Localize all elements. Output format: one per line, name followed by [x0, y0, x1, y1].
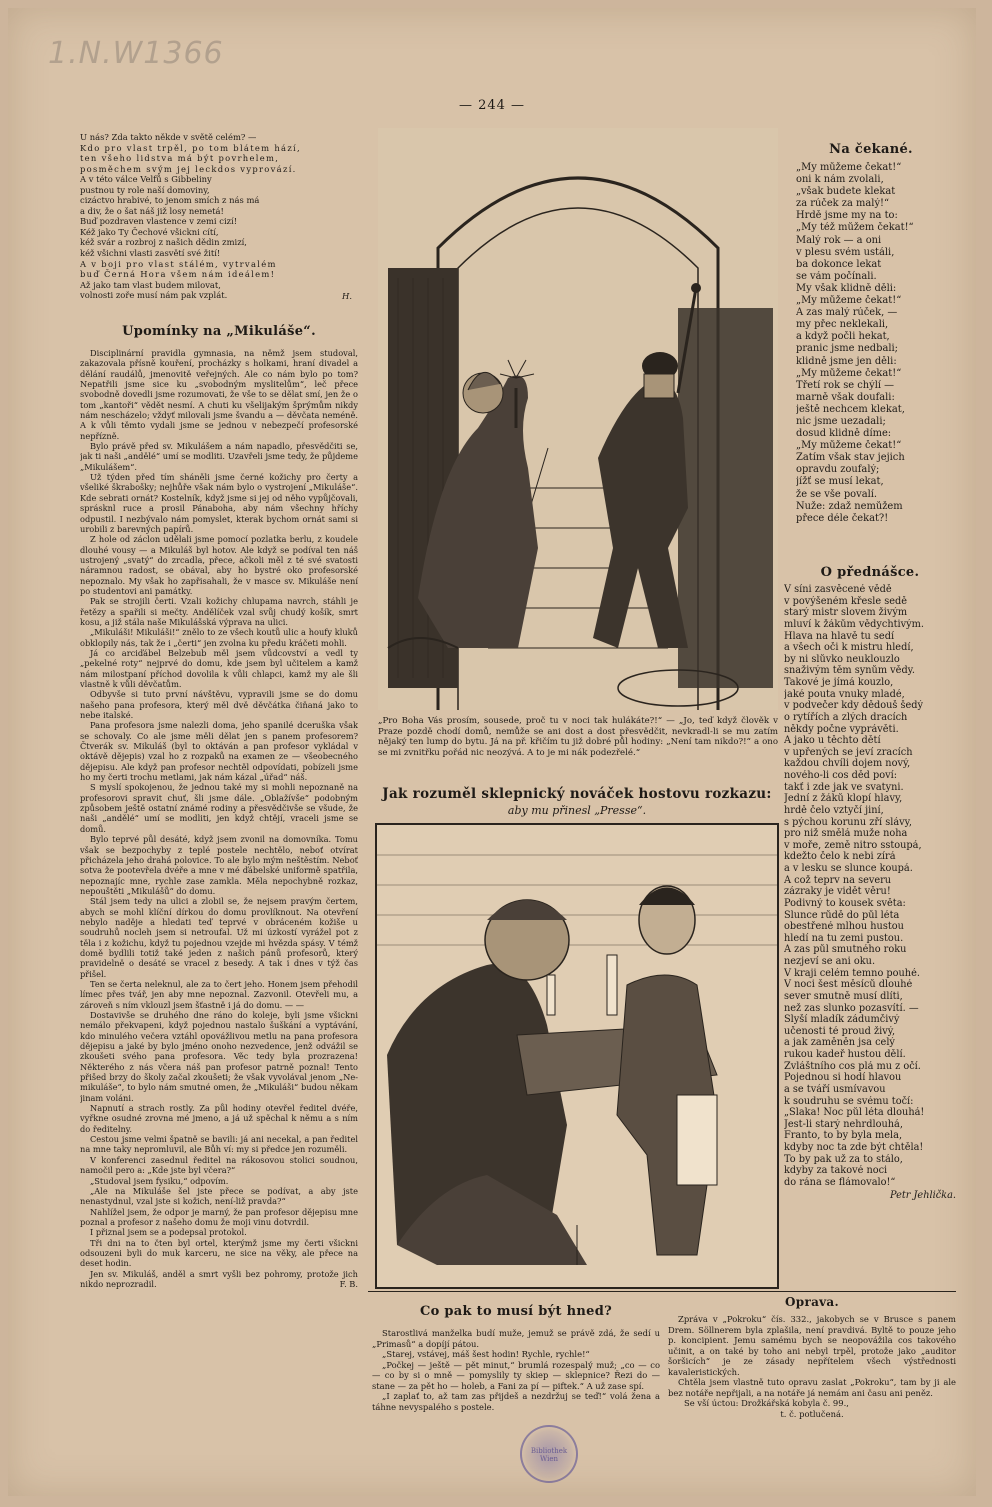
- poem-line: a div, že o šat náš již losy nemetá!: [80, 205, 224, 216]
- poem-line: a jak zaměněn jsa celý: [784, 1037, 895, 1049]
- paragraph: Bylo teprvé půl desáté, když jsem zvonil na domovníka. Tomu však se bezpochyby z teplé postele nechtělo, neboť otvírat přicházela jeho drahá polovice. To ale bylo mým neštěstím. Neboť sotva že pootevřela dvéře a mne v mé ďábelské uniformě spatřila, nepoznajíc mne, rychle zase zamkla. Měla nepochybně rozkaz, nepouštěti „Mikulášů“ do domu.: [80, 834, 358, 896]
- poem-line: nového-li cos děd poví:: [784, 770, 898, 781]
- paragraph: „I zaplať to, až tam zas přijdeš a nezdržuj se teď!“ volá žena a táhne nevyspalého s postele.: [372, 1391, 660, 1412]
- illustration-2-title: Jak rozuměl sklepnický nováček hostovu rozkazu:: [382, 786, 772, 802]
- library-stamp: [520, 1425, 578, 1483]
- poem-line: nezjeví se ani oku.: [784, 956, 876, 967]
- poem-top: [80, 132, 358, 301]
- poem-line: „však budete klekat: [796, 186, 896, 198]
- illustration-2-subtitle: aby mu přinesl „Presse“.: [507, 804, 647, 817]
- poem-line: My však klidně děli:: [796, 282, 897, 294]
- paragraph: Dostavivše se druhého dne ráno do koleje, byli jsme všickni nemálo překvapeni, když pojednou nastalo šuškání a vyptávání, kdo minulého večera vztáhl opovážlivou metlu na pana profesora dějepisu a jaké by bylo jméno onoho nezvedence, jenž odvážil se zkoušeti svého pana profesora. Věc tedy byla prozrazena! Některého z nás včera náš pan profesor patrně poznal! Tento přišed brzy do školy začal zkoušeti; že však vyvolával jenom „Ne-mikuláše“, to bylo nám smutné omen, že „Mikuláši“ budou někam jinam voláni.: [80, 1010, 358, 1103]
- page-number: — 244 —: [458, 98, 526, 113]
- paragraph: Já co arciďábel Belzebub měl jsem vůdcovství a vedl ty „pekelné roty“ nejprvé do domu, kde jsem byl učitelem a kamž nám milostpaní příchod dovolila k vůli chlapci, kamž my ale šli vlastně k vůli děvčatům.: [80, 647, 358, 689]
- poem-line: a se tváří usmívavou: [784, 1083, 886, 1095]
- poem-line: v plesu svém ustáli,: [796, 246, 895, 258]
- poem-line: cizáctvo hrabivé, to jenom smích z nás má: [80, 195, 260, 206]
- paragraph: Odbyvše si tuto první návštěvu, vypravili jsme se do domu našeho pana profesora, který měl dvě děvčátka čiňaná jako to nebe italské.: [80, 689, 358, 721]
- poem-line: pranic jsme nedbali;: [796, 343, 898, 355]
- poem-line: jížť se musí lekat,: [796, 476, 884, 488]
- paragraph: „Studoval jsem fysiku,“ odpovím.: [90, 1175, 229, 1186]
- paragraph: Disciplinární pravidla gymnasia, na němž jsem studoval, zakazovala přísně kouření, procházky s holkami, hraní divadel a dělání raudálů, jmenovitě veřejných. Ale co nám bylo po tom? Nepatřili jsme sice ku „svobodným myslitelům“, leč přece svobodně dovedli jsme rozumovati, že vše to se dělat smí, jen že o tom „kantoři“ vědět nesmí. A chuti ku všelijakým šprýmům nikdy nám nescházelo; vždyť milovali jsme švandu a — děvčata neméně. A k vůli těmto vydali jsme se jednou v nebezpečí profesorské nepřízně.: [80, 348, 358, 441]
- poem-line: buď Černá Hora všem nám ideálem!: [80, 269, 276, 280]
- poem-cekane: [786, 142, 956, 525]
- poem-prednasce-lines: [784, 584, 956, 1189]
- poem-line: v moře, země nitro sstoupá,: [784, 839, 922, 851]
- poem-line: V síni zasvěcené vědě: [784, 584, 892, 595]
- paragraph: Tři dni na to čten byl ortel, kterýmž jsme my čerti všickni odsouzeni byli do muk karceru, ne sice na věky, ale přece na deset hodin.: [80, 1237, 358, 1269]
- poem-line: A zas půl smutného roku: [784, 944, 907, 956]
- poem-line: do rána se flámovalo!“: [784, 1176, 896, 1188]
- poem-line: kdežto čelo k nebi zírá: [784, 851, 896, 863]
- poem-line: v upřených se jeví zracích: [784, 746, 913, 758]
- poem-line: Až jako tam vlast budem milovat,: [80, 279, 221, 290]
- poem-line: dosud klidně díme:: [796, 428, 892, 440]
- poem-line: kdyby za takové noci: [784, 1165, 888, 1177]
- article-oprava: [668, 1294, 956, 1419]
- poem-line: ještě nechcem klekat,: [796, 403, 905, 415]
- poem-line: a všech oči k mistru hledí,: [784, 642, 914, 654]
- poem-line: „My můžeme čekat!“: [796, 367, 902, 379]
- poem-line: že se vše povalí.: [796, 488, 878, 500]
- paragraph: „Mikuláši! Mikuláši!“ znělo to ze všech koutů ulic a houfy kluků obklopily nás, tak že i „čerti“ jen zvolna ku předu kráčeti mohli.: [80, 627, 358, 648]
- paragraph: Napnutí a strach rostly. Za půl hodiny otevřel ředitel dvéře, vyřkne osudné zrovna mé jmeno, a já už spěchal k němu a s ním do ředitelny.: [80, 1103, 358, 1134]
- paragraph: Bylo právě před sv. Mikulášem a nám napadlo, přesvědčiti se, jak ti naši „andělé“ umí se modliti. Uzavřeli jsme tedy, že půjdeme „Mikulášem“.: [80, 441, 358, 472]
- poem-line: v povýšeném křesle sedě: [784, 595, 908, 607]
- poem-prednasce: [784, 565, 956, 1201]
- paragraph: Stál jsem tedy na ulici a zlobil se, že nejsem pravým čertem, abych se mohl klíční dírkou do domu provlíknout. Na otevření nebylo naděje a hledati teď teprvé v obráceném kožiše u soudruhů nocleh jsem si netroufal. Už mi úzkostí vyrážel pot z těla i z kožichu, když tu pojednou vzejde mi hvězda spásy. V témž domě bydlili totiž také jeden z našich pánů profesorů, který pravidelně o desáté se vracel z besedy. A tak i dnes v týž čas přišel.: [80, 896, 358, 979]
- article-co-pak: [372, 1304, 660, 1412]
- poem-line: U nás? Zda takto někde v světě celém? —: [80, 132, 257, 142]
- poem-line: Jední z žáků klopí hlavy,: [784, 793, 903, 805]
- poem-line: se vám počínali.: [796, 270, 877, 282]
- poem-line: Zatím však stav jejich: [796, 452, 905, 464]
- poem-line: „My můžeme čekat!“: [796, 162, 902, 173]
- paragraph: „Starej, vstávej, máš šest hodin! Rychle, rychle!“: [382, 1349, 590, 1359]
- poem-line: ba dokonce lekat: [796, 258, 882, 270]
- poem-line: kdyby noc ta zde být chtěla!: [784, 1142, 924, 1153]
- poem-line: „My též můžem čekat!“: [796, 222, 914, 234]
- poem-line: V noci šest měsíců dlouhé: [784, 979, 913, 991]
- article-oprava-closing-2: t. č. potlučená.: [780, 1408, 844, 1419]
- paragraph: Nahlížel jsem, že odpor je marný, že pan profesor dějepisu mne poznal a profesor z našeho domu že moji vinu dotvrdil.: [80, 1206, 358, 1227]
- poem-line: učenosti té proud živý,: [784, 1025, 896, 1037]
- poem-line: klidně jsme jen děli:: [796, 355, 897, 367]
- article-co-pak-title: Co pak to musí být hned?: [419, 1304, 613, 1319]
- poem-line: pustnou ty role naší domoviny,: [80, 184, 210, 195]
- poem-line: sever smutně musí dlíti,: [784, 990, 903, 1002]
- poem-prednasce-signature: Petr Jehlička.: [889, 1189, 956, 1201]
- poem-top-lines: [80, 132, 358, 301]
- poem-line: A jako u těchto dětí: [784, 735, 881, 747]
- poem-line: o rytířích a zlých dracích: [784, 711, 908, 723]
- poem-line: „Šlaka! Noc půl léta dlouhá!: [784, 1107, 925, 1119]
- paragraph: I přiznal jsem se a podepsal protokol.: [90, 1227, 247, 1238]
- article-mikulas: [80, 324, 358, 1444]
- poem-line: s pýchou korunu zří slávy,: [784, 816, 912, 828]
- poem-line: snaživým těm synům vědy.: [784, 665, 915, 677]
- paragraph: Zpráva v „Pokroku“ čís. 332., jakobych se v Brusce s panem Drem. Söllnerem byla zplašila, není pravdivá. Byltě to pouze jeho p. koncipient. Jemu samému bych se neopovážila cos takového učinit, a on také by toho ani nebyl trpěl, protože jako „auditor šoršicích“ je ze zásady nepřítelem všech výstřednosti kavaleristických.: [668, 1314, 956, 1377]
- article-mikulas-title: Upomínky na „Mikuláše“.: [122, 324, 316, 339]
- poem-line: nic jsme uezadali;: [796, 415, 886, 427]
- article-oprava-title: Oprava.: [785, 1295, 839, 1309]
- article-mikulas-body: [80, 348, 358, 1289]
- illustration-1-drawing: [378, 128, 778, 710]
- poem-line: a v lesku se slunce koupá.: [784, 863, 913, 874]
- poem-line: mluví k žákům vědychtivým.: [784, 618, 925, 630]
- poem-line: Hlava na hlavě tu sedí: [784, 630, 895, 642]
- poem-line: Slunce růdě do půl léta: [784, 909, 900, 921]
- poem-line: než zas slunko pozasvítí. —: [784, 1002, 919, 1014]
- poem-line: v podvečer kdy dědouš šedý: [784, 700, 924, 712]
- poem-line: „My můžeme čekat!“: [796, 440, 902, 452]
- poem-line: Takové je jímá kouzlo,: [784, 677, 894, 688]
- poem-line: Jest-li starý nehrdlouhá,: [784, 1118, 903, 1130]
- poem-line: by ni slůvko neuklouzlo: [784, 653, 900, 665]
- poem-line: my přec neklekali,: [796, 319, 889, 331]
- paragraph: V konferenci zasednul ředitel na rákosovou stolici soudnou, namočil pero a: „Kde jste byl včera?“: [80, 1154, 358, 1176]
- poem-cekane-title: Na čekané.: [829, 142, 913, 157]
- poem-line: hrdě čelo vztyčí jiní,: [784, 804, 884, 816]
- paragraph: Z hole od záclon udělali jsme pomocí pozlatka berlu, z koudele dlouhé vousy — a Mikuláš byl hotov. Ale když se podíval ten náš ustrojený „svatý“ do zrcadla, přece, ačkoli měl z té své svatosti náramnou radost, se obával, aby ho bystré oko profesorské nepoznalo. My však ho zapřisahali, že v masce sv. Mikuláše není po studentovi ani památky.: [80, 534, 358, 596]
- poem-cekane-lines: [786, 162, 956, 525]
- poem-line: Malý rok — a oni: [796, 234, 882, 246]
- poem-line: volnosti zoře musí nám pak vzplát.: [80, 290, 228, 301]
- paragraph: Už týden před tím sháněli jsme černé kožichy pro čerty a všeliké škrabošky; nejhůře však nám bylo o vystrojení „Mikuláše“. Kde sebrati ornát? Kostelník, když jsme si jej od něho vypůjčovali, sprásknl ruce a prosil Pánaboha, aby nám všechny hříchy odpustil. I nezbývalo nám pomyslet, kterak bychom ornát sami si urobili z barevných papírů.: [80, 472, 358, 534]
- poem-line: Kéž jako Ty Čechové všickni cítí,: [80, 226, 219, 237]
- poem-line: A což teprv na severu: [784, 874, 892, 886]
- poem-line: Podivný to kousek světa:: [784, 897, 906, 909]
- poem-line: někdy počne vyprávěti.: [784, 723, 899, 735]
- poem-line: starý mistr slovem živým: [784, 607, 908, 619]
- poem-line: takť i zde jak ve svatyni.: [784, 781, 904, 793]
- poem-line: k soudruhu se svému točí:: [784, 1095, 914, 1107]
- poem-line: posměchem svým jej leckdos vyprovází.: [80, 163, 297, 174]
- poem-line: ten všeho lidstva má být povrhelem,: [80, 153, 280, 164]
- poem-line: jaké pouta vnuky mladé,: [784, 688, 905, 700]
- poem-line: Franto, to by byla mela,: [784, 1130, 903, 1142]
- poem-line: Nuže: zdaž nemůžem: [796, 500, 903, 512]
- poem-line: V kraji celém temno pouhé.: [784, 967, 920, 979]
- article-co-pak-body: [372, 1328, 660, 1412]
- paragraph: Chtěla jsem vlastně tuto opravu zaslat „Pokroku“, tam by ji ale bez notáře nepřijali, a na notáře já nemám ani času ani peněz.: [668, 1377, 956, 1398]
- illustration-night-corridor: [378, 128, 778, 710]
- poem-line: zázraky je vidět věru!: [784, 886, 891, 898]
- poem-line: oni k nám zvolali,: [796, 174, 884, 186]
- paragraph: Pak se strojili čerti. Vzali kožichy chlupama navrch, stáhli je řetězy a spařili si mečty. Andělíček vzal svůj chudý košík, smrt kosu, a již stála naše Mikulášská výprava na ulici.: [80, 596, 358, 627]
- poem-line: A v boji pro vlast stálém, vytrvalém: [80, 258, 277, 269]
- paragraph: Jen sv. Mikuláš, anděl a smrt vyšli bez pohromy, protože jich nikdo neprozradil.: [80, 1268, 358, 1289]
- section-divider: [368, 1291, 956, 1292]
- poem-line: přece déle čekat?!: [796, 512, 889, 524]
- poem-line: Třetí rok se chýlí —: [796, 379, 895, 391]
- poem-line: a když počli hekat,: [796, 331, 890, 343]
- poem-line: marně však doufali:: [796, 391, 895, 403]
- poem-line: A v této válce Velfů s Gibbeliny: [80, 174, 212, 185]
- article-oprava-closing: Se vší úctou: Drožkářská kobyla č. 99.,: [684, 1398, 849, 1408]
- illustration-1-caption: „Pro Boha Vás prosím, sousede, proč tu v noci tak hulákáte?!“ — „Jo, teď když člověk v Praze pozdě chodí domů, nemůže se ani dost a dost přesvědčit, nevkradl-li se mu zatím nějaký ten lump do bytu. Já na př. křičím tu již dobré půl hodiny: „Není tam nikdo?!“ a ono se mi zvnitřku pořád nic neozývá. A to je mi nák podezřelé.“: [378, 716, 778, 758]
- poem-line: Hrdě jsme my na to:: [796, 210, 898, 222]
- poem-line: Zvláštního cos plá mu z očí.: [784, 1060, 921, 1072]
- archive-shelfmark: 1.N.W1366: [48, 36, 224, 71]
- article-mikulas-signature: F. B.: [339, 1279, 358, 1290]
- poem-line: kéž svár a rozbroj z našich dědin zmizí,: [80, 237, 247, 248]
- poem-line: „My můžeme čekat!“: [796, 295, 902, 307]
- poem-line: Buď pozdraven vlastence v zemi cizí!: [80, 216, 238, 227]
- poem-line: rukou kadeř hustou dělí.: [784, 1049, 906, 1060]
- poem-line: obestřené mlhou hustou: [784, 921, 904, 933]
- illustration-2-drawing: [377, 825, 777, 1287]
- library-stamp-text: Bibliothek Wien: [530, 1447, 568, 1463]
- newspaper-page: [8, 8, 976, 1496]
- poem-prednasce-title: O přednášce.: [820, 565, 920, 580]
- poem-line: kéž všichni vlasti zasvětí své žití!: [80, 248, 221, 259]
- poem-line: opravdu zoufalý;: [796, 464, 880, 476]
- poem-line: Pojednou si hodí hlavou: [784, 1072, 902, 1084]
- paragraph: „Počkej — ještě — pět minut,“ brumlá rozespalý muž; „co — co — co by si o mně — pomyslily ty skiep — sklepnice? Řezi do — stane — za pět ho — holeb, a Fani za pí — piftek.“ A už zase spí.: [372, 1359, 660, 1391]
- poem-line: A zas malý rúček, —: [796, 307, 898, 319]
- article-oprava-body: [668, 1314, 956, 1398]
- paragraph: Pana profesora jsme nalezli doma, jeho spanilé dceruška však se schovaly. Co ale jsme měli dělat jen s panem profesorem? Čtverák sv. Mikuláš (byl to oktáván a pan profesor vykládal v oktávě dějepis) vzal ho z rozpaků na examen ze — všeobecného dějepisu. Ale když pan profesor nechtěl odpovídati, pobízeli jsme ho my čerti trochu metlami, jak nám kázal „úřad“ náš.: [80, 720, 358, 783]
- paragraph: S myslí spokojenou, že jednou také my si mohli nepoznaně na profesorovi spravit chuť, šli jsme dále. „Oblažívše“ podobným způsobem ještě ostatní známé rodiny a přesvědčivše se všude, že naši „andělé“ umí se modliti, jen když chtějí, vraceli jsme se domů.: [80, 782, 358, 834]
- paragraph: Starostlivá manželka budí muže, jemuž se právě zdá, že sedí u „Primasů“ a dopíjí pátou.: [372, 1328, 660, 1349]
- poem-line: za rúček za malý!“: [796, 198, 890, 210]
- illustration-waiter: [375, 823, 779, 1289]
- paragraph: Cestou jsme velmi špatně se bavili: já ani necekal, a pan ředitel na mne taky nepromluvil, ale Bůh ví: my si předce jen rozuměli.: [80, 1134, 358, 1155]
- poem-line: pro niž smělá muže noha: [784, 828, 908, 840]
- paragraph: Ten se čerta neleknul, ale za to čert jeho. Honem jsem přehodil límec přes tvář, jen aby mne nepoznal. Zazvonil. Otevřeli mu, a zároveň s ním vklouzl jsem šťastně i já do domu. — —: [80, 978, 358, 1010]
- paragraph: „Ale na Mikuláše šel jste přece se podívat, a aby jste nenastydnul, vzal jste si kožich, není-liž pravda?“: [80, 1185, 358, 1207]
- poem-line: hledí na tu zemi pustou.: [784, 932, 904, 944]
- poem-top-signature: H.: [342, 290, 352, 301]
- poem-line: každou chvíli dojem nový,: [784, 758, 911, 770]
- poem-line: Slyší mladík zádumčivý: [784, 1014, 900, 1026]
- poem-line: To by pak už za to stálo,: [784, 1153, 903, 1165]
- poem-line: Kdo pro vlast trpěl, po tom blátem hází,: [80, 142, 301, 153]
